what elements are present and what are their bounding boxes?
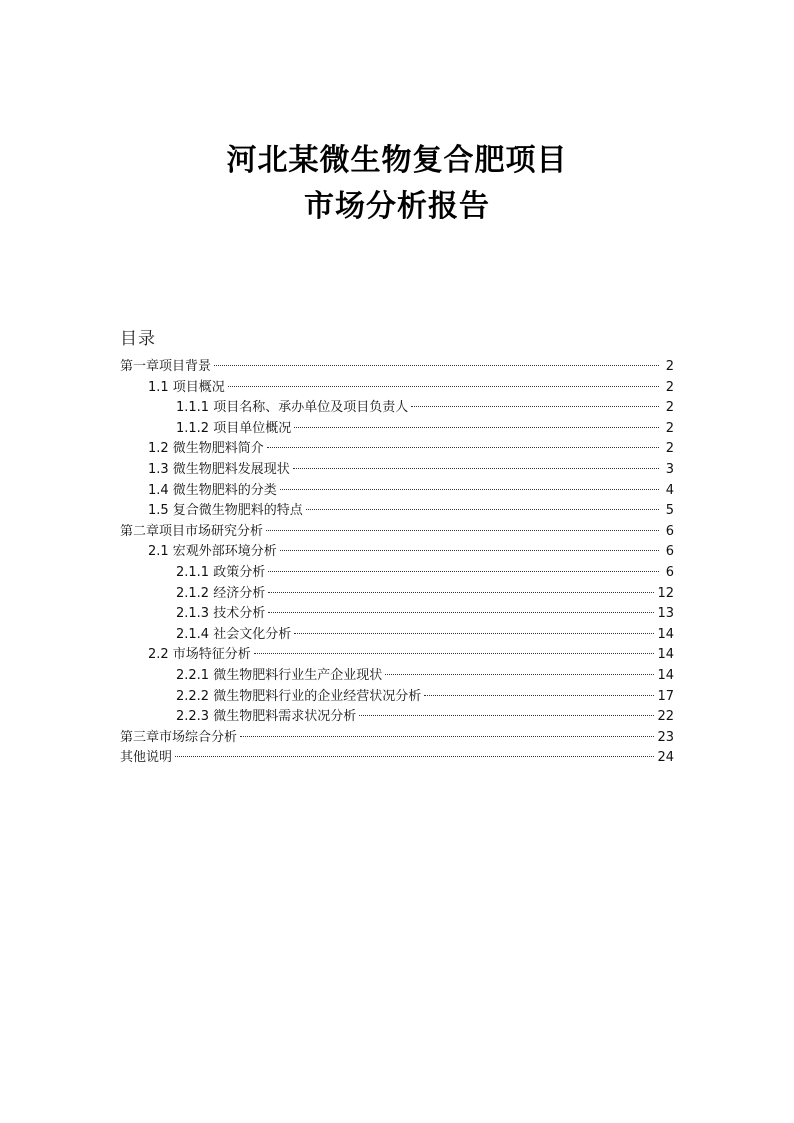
toc-entry-title: 2.1 宏观外部环境分析 <box>148 544 277 560</box>
toc-dot-leader <box>306 509 659 510</box>
toc-entry-title: 2.1.4 社会文化分析 <box>176 626 292 642</box>
toc-page-number: 14 <box>657 626 674 642</box>
table-of-contents <box>120 357 674 769</box>
toc-entry[interactable] <box>120 748 674 769</box>
toc-entry[interactable] <box>120 481 674 502</box>
toc-heading: 目录 <box>120 329 156 349</box>
toc-entry-title: 2.2.1 微生物肥料行业生产企业现状 <box>176 667 383 683</box>
toc-entry-title: 2.1.1 政策分析 <box>176 564 266 580</box>
toc-entry-title: 1.1.2 项目单位概况 <box>176 420 292 436</box>
toc-dot-leader <box>268 592 654 593</box>
toc-entry-title: 2.2 市场特征分析 <box>148 647 251 663</box>
toc-entry[interactable] <box>120 584 674 605</box>
toc-page-number: 12 <box>657 585 674 601</box>
toc-dot-leader <box>385 674 654 675</box>
toc-page-number: 5 <box>665 503 674 519</box>
toc-entry[interactable] <box>120 625 674 646</box>
toc-dot-leader <box>424 695 654 696</box>
toc-page-number: 14 <box>657 667 674 683</box>
toc-page-number: 13 <box>657 606 674 622</box>
toc-entry-title: 其他说明 <box>120 750 173 766</box>
toc-page-number: 2 <box>665 359 674 374</box>
toc-page-number: 2 <box>665 441 674 457</box>
toc-entry-title: 1.1 项目概况 <box>148 379 225 395</box>
title-line-1: 河北某微生物复合肥项目 <box>226 143 568 178</box>
title-line-2: 市场分析报告 <box>304 189 490 224</box>
toc-entry-title: 1.2 微生物肥料简介 <box>148 441 264 457</box>
toc-entry[interactable] <box>120 728 674 749</box>
toc-page-number: 22 <box>657 709 674 725</box>
toc-entry[interactable] <box>120 687 674 708</box>
toc-page-number: 6 <box>665 544 674 560</box>
toc-page-number: 2 <box>665 379 674 395</box>
toc-dot-leader <box>228 386 659 387</box>
toc-entry-title: 第二章项目市场研究分析 <box>120 523 264 539</box>
toc-entry[interactable] <box>120 645 674 666</box>
toc-dot-leader <box>280 550 659 551</box>
toc-dot-leader <box>411 406 659 407</box>
toc-entry-title: 2.2.3 微生物肥料需求状况分析 <box>176 709 357 725</box>
toc-page-number: 14 <box>657 647 674 663</box>
toc-entry[interactable] <box>120 398 674 419</box>
toc-entry-title: 1.4 微生物肥料的分类 <box>148 482 277 498</box>
toc-dot-leader <box>359 715 654 716</box>
toc-entry-title: 第一章项目背景 <box>120 359 212 374</box>
toc-entry[interactable] <box>120 563 674 584</box>
toc-entry[interactable] <box>120 604 674 625</box>
toc-dot-leader <box>294 633 654 634</box>
toc-page-number: 2 <box>665 400 674 416</box>
toc-dot-leader <box>254 653 655 654</box>
toc-entry-title: 第三章市场综合分析 <box>120 729 238 745</box>
toc-page-number: 23 <box>657 729 674 745</box>
toc-entry[interactable] <box>120 378 674 399</box>
toc-page-number: 4 <box>665 482 674 498</box>
toc-dot-leader <box>268 571 659 572</box>
toc-entry[interactable] <box>120 501 674 522</box>
toc-dot-leader <box>293 468 659 469</box>
toc-entry[interactable] <box>120 439 674 460</box>
toc-entry[interactable] <box>120 419 674 440</box>
toc-entry-title: 2.1.2 经济分析 <box>176 585 266 601</box>
toc-dot-leader <box>294 427 659 428</box>
toc-page-number: 17 <box>657 688 674 704</box>
toc-dot-leader <box>214 365 659 366</box>
toc-dot-leader <box>266 530 659 531</box>
toc-dot-leader <box>175 756 654 757</box>
toc-page-number: 2 <box>665 420 674 436</box>
toc-entry[interactable] <box>120 707 674 728</box>
toc-page-number: 6 <box>665 523 674 539</box>
toc-entry[interactable] <box>120 460 674 481</box>
toc-entry-title: 1.3 微生物肥料发展现状 <box>148 461 290 477</box>
toc-entry[interactable] <box>120 357 674 378</box>
toc-dot-leader <box>240 736 654 737</box>
toc-dot-leader <box>267 447 659 448</box>
document-title <box>0 138 794 230</box>
toc-entry-title: 2.1.3 技术分析 <box>176 606 266 622</box>
toc-entry[interactable] <box>120 522 674 543</box>
toc-page-number: 3 <box>665 461 674 477</box>
toc-page-number: 24 <box>657 750 674 766</box>
toc-entry-title: 1.5 复合微生物肥料的特点 <box>148 503 303 519</box>
toc-dot-leader <box>268 612 654 613</box>
toc-entry-title: 1.1.1 项目名称、承办单位及项目负责人 <box>176 400 409 416</box>
toc-dot-leader <box>280 489 659 490</box>
toc-page-number: 6 <box>665 564 674 580</box>
toc-entry-title: 2.2.2 微生物肥料行业的企业经营状况分析 <box>176 688 422 704</box>
toc-entry[interactable] <box>120 542 674 563</box>
toc-entry[interactable] <box>120 666 674 687</box>
